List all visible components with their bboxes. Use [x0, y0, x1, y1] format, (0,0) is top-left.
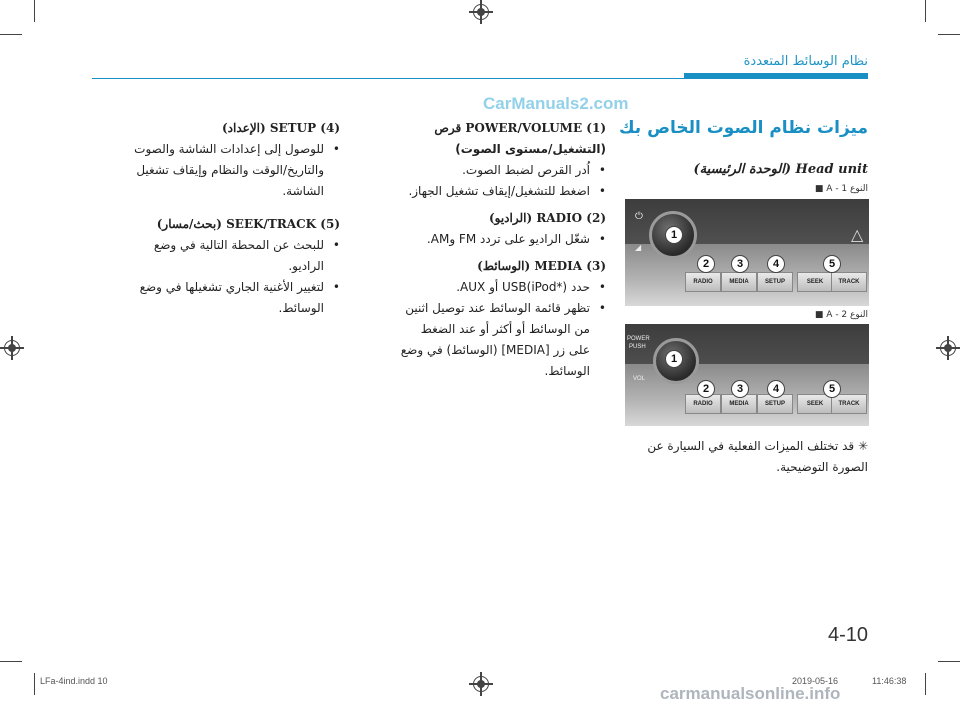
list-item: • تظهر قائمة الوسائط عند توصيل اثنين من الوسائط أو أكثر أو عند الضغط على زر [MEDIA] (الوسائط) في وضع الوسائط. — [396, 298, 606, 382]
hazard-icon: △ — [851, 227, 864, 244]
media-button[interactable]: MEDIA — [721, 272, 757, 292]
vol-label: VOL — [633, 376, 646, 382]
list-item: • اُدر القرص لضبط الصوت. — [396, 160, 606, 181]
page-number: 4-10 — [827, 624, 868, 646]
crop-mark — [34, 0, 35, 22]
crop-mark — [938, 661, 960, 662]
subtitle: Head unit (الوحدة الرئيسية) — [693, 162, 868, 177]
callout-2: 2 — [697, 380, 715, 398]
asterisk-icon: ✳ — [857, 439, 868, 453]
footer-time: 11:46:38 — [872, 676, 907, 686]
crop-mark — [925, 0, 926, 22]
crop-mark — [925, 673, 926, 695]
callout-3: 3 — [731, 380, 749, 398]
head-unit-image-2 — [625, 324, 869, 426]
track-button[interactable]: TRACK — [831, 272, 867, 292]
seek-button[interactable]: SEEK — [797, 272, 833, 292]
item-heading-1: (1) POWER/VOLUME قرص — [434, 121, 606, 135]
section-header: نظام الوسائط المتعددة — [743, 54, 868, 69]
callout-1: 1 — [665, 350, 683, 368]
item-heading-4: (4) SETUP (الإعداد) — [222, 121, 340, 135]
item-heading-5: (5) SEEK/TRACK (بحث/مسار) — [156, 217, 340, 231]
list-item: • حدد USB(iPod*) أو AUX. — [396, 277, 606, 298]
section-title: ميزات نظام الصوت الخاص بك — [618, 118, 868, 138]
header-rule — [92, 78, 868, 79]
crop-mark — [0, 34, 22, 35]
callout-3: 3 — [731, 255, 749, 273]
list-item: • للبحث عن المحطة التالية في وضع الراديو. — [120, 235, 340, 277]
push-label: PUSH — [629, 344, 646, 350]
seek-button[interactable]: SEEK — [797, 394, 833, 414]
setup-button[interactable]: SETUP — [757, 394, 793, 414]
registration-mark-icon — [473, 4, 489, 20]
power-label: POWER — [627, 336, 650, 342]
item-heading-2: (2) RADIO (الراديو) — [488, 211, 606, 225]
footer-date: 2019-05-16 — [792, 676, 839, 686]
registration-mark-icon — [4, 340, 20, 356]
type-label-2: النوع A - 2 ■ — [814, 310, 868, 320]
list-item: • للوصول إلى إعدادات الشاشة والصوت والتاريخ/الوقت والنظام وإيقاف تشغيل الشاشة. — [120, 139, 340, 202]
list-item: • اضغط للتشغيل/إيقاف تشغيل الجهاز. — [396, 181, 606, 202]
power-icon: ⏻ — [635, 211, 643, 222]
watermark-bottom: carmanualsonline.info — [660, 684, 841, 703]
crop-mark — [938, 34, 960, 35]
note-text: قد تختلف الميزات الفعلية في السيارة عن الصورة التوضيحية. — [647, 439, 868, 474]
radio-button[interactable]: RADIO — [685, 272, 721, 292]
item-heading-1b: (التشغيل/مستوى الصوت) — [455, 142, 606, 156]
callout-4: 4 — [767, 380, 785, 398]
list-item: • لتغيير الأغنية الجاري تشغيلها في وضع الوسائط. — [120, 277, 340, 319]
callout-5: 5 — [823, 380, 841, 398]
left-column — [120, 118, 340, 319]
media-button[interactable]: MEDIA — [721, 394, 757, 414]
volume-icon: ◢ — [635, 243, 642, 252]
radio-button[interactable]: RADIO — [685, 394, 721, 414]
callout-4: 4 — [767, 255, 785, 273]
callout-5: 5 — [823, 255, 841, 273]
type-label-1: النوع A - 1 ■ — [814, 184, 868, 194]
item-heading-3: (3) MEDIA (الوسائط) — [477, 259, 606, 273]
note — [638, 436, 868, 478]
track-button[interactable]: TRACK — [831, 394, 867, 414]
registration-mark-icon — [940, 340, 956, 356]
callout-1: 1 — [665, 226, 683, 244]
head-unit-image-1 — [625, 199, 869, 306]
crop-mark — [34, 673, 35, 695]
registration-mark-icon — [473, 676, 489, 692]
crop-mark — [0, 661, 22, 662]
footer-file: LFa-4ind.indd 10 — [40, 676, 108, 686]
list-item: • شغّل الراديو على تردد FM وAM. — [396, 229, 606, 250]
callout-2: 2 — [697, 255, 715, 273]
middle-column — [396, 118, 606, 382]
watermark-top: CarManuals2.com — [483, 94, 629, 113]
setup-button[interactable]: SETUP — [757, 272, 793, 292]
